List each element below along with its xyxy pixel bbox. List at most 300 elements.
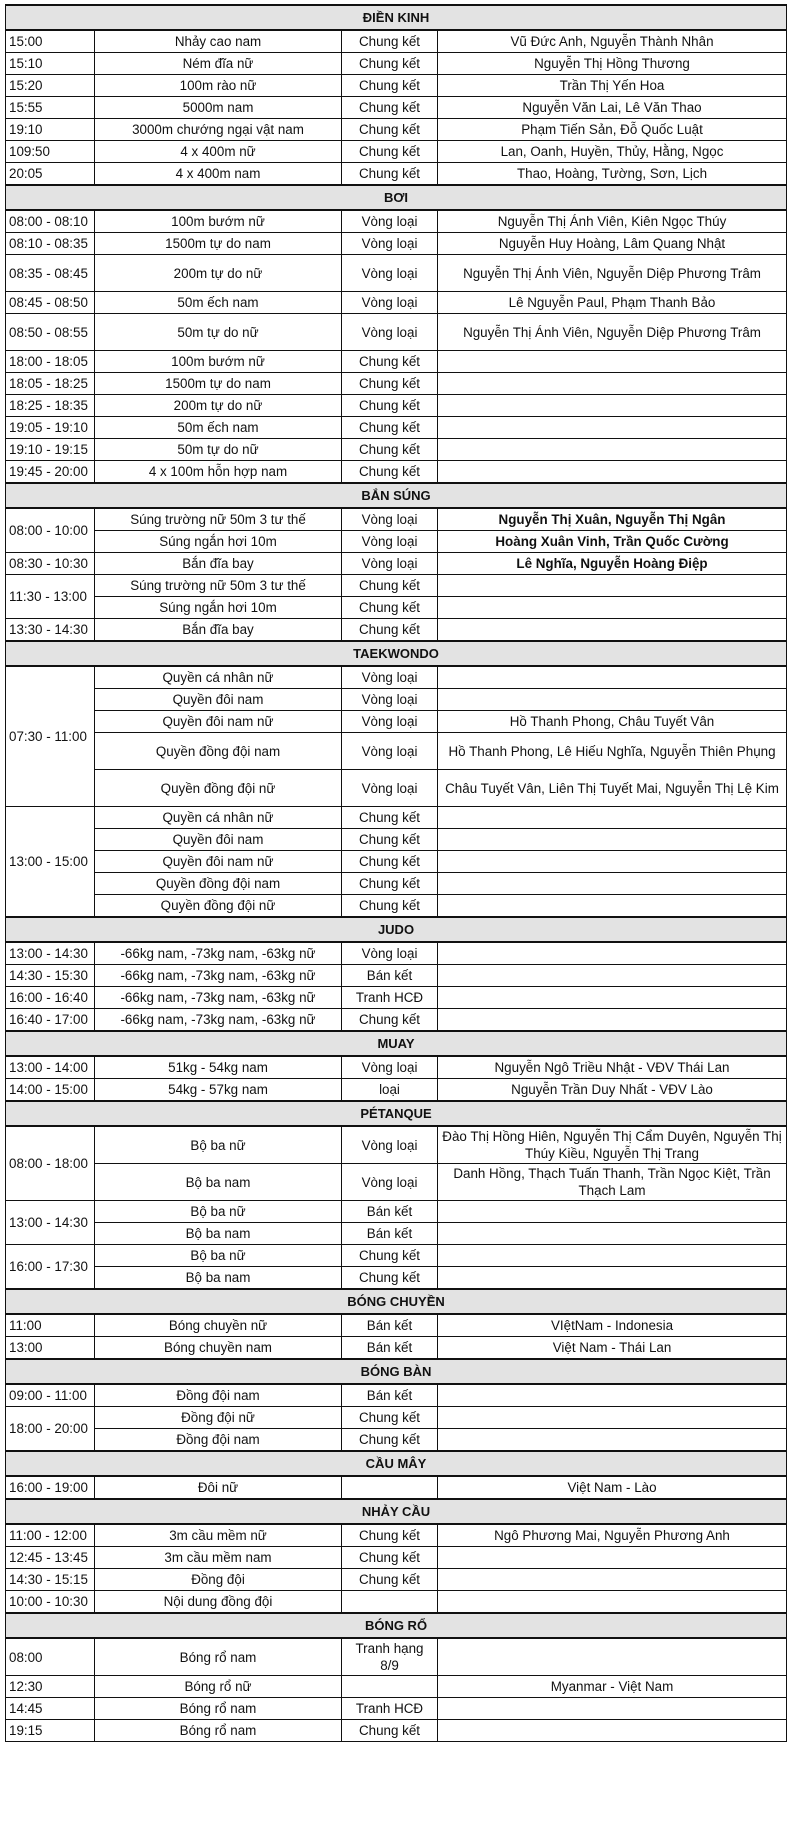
section-header bbox=[6, 1031, 787, 1056]
time-cell: 11:00 bbox=[6, 1314, 95, 1337]
time-cell: 19:10 bbox=[6, 119, 95, 141]
athletes-cell bbox=[438, 1267, 787, 1290]
round-cell: Chung kết bbox=[342, 1547, 438, 1569]
event-cell: -66kg nam, -73kg nam, -63kg nữ bbox=[95, 942, 342, 965]
event-cell: -66kg nam, -73kg nam, -63kg nữ bbox=[95, 965, 342, 987]
event-cell: 50m ếch nam bbox=[95, 292, 342, 314]
round-cell: Chung kết bbox=[342, 395, 438, 417]
athletes-cell bbox=[438, 373, 787, 395]
time-cell: 16:00 - 16:40 bbox=[6, 987, 95, 1009]
event-cell: Bóng rổ nam bbox=[95, 1720, 342, 1742]
event-cell: 50m tự do nữ bbox=[95, 439, 342, 461]
section-title: CẦU MÂY bbox=[6, 1451, 787, 1476]
round-cell: Chung kết bbox=[342, 1009, 438, 1032]
round-cell: Chung kết bbox=[342, 895, 438, 918]
round-cell bbox=[342, 1676, 438, 1698]
schedule-row bbox=[6, 1384, 787, 1407]
time-cell: 19:15 bbox=[6, 1720, 95, 1742]
athletes-cell: Đào Thị Hồng Hiên, Nguyễn Thị Cẩm Duyên, Nguyễn Thị Thúy Kiều, Nguyễn Thị Trang bbox=[438, 1126, 787, 1164]
section-header bbox=[6, 1359, 787, 1384]
athletes-cell: VIệtNam - Indonesia bbox=[438, 1314, 787, 1337]
event-cell: 100m bướm nữ bbox=[95, 210, 342, 233]
section-title: ĐIỀN KINH bbox=[6, 5, 787, 30]
round-cell: Tranh HCĐ bbox=[342, 1698, 438, 1720]
athletes-cell bbox=[438, 1720, 787, 1742]
round-cell: Chung kết bbox=[342, 119, 438, 141]
event-cell: Đôi nữ bbox=[95, 1476, 342, 1499]
schedule-row bbox=[6, 508, 787, 531]
event-cell: 3m cầu mềm nữ bbox=[95, 1524, 342, 1547]
schedule-row bbox=[6, 1245, 787, 1267]
athletes-cell bbox=[438, 351, 787, 373]
athletes-cell bbox=[438, 417, 787, 439]
event-cell: Bóng chuyền nữ bbox=[95, 1314, 342, 1337]
athletes-cell: Nguyễn Trần Duy Nhất - VĐV Lào bbox=[438, 1079, 787, 1102]
athletes-cell bbox=[438, 1547, 787, 1569]
athletes-cell: Nguyễn Thị Ánh Viên, Nguyễn Diệp Phương Trâm bbox=[438, 255, 787, 292]
schedule-row bbox=[6, 1314, 787, 1337]
athletes-cell: Nguyễn Huy Hoàng, Lâm Quang Nhật bbox=[438, 233, 787, 255]
time-cell: 12:30 bbox=[6, 1676, 95, 1698]
athletes-cell bbox=[438, 873, 787, 895]
schedule-row bbox=[6, 1591, 787, 1614]
athletes-cell: Phạm Tiến Sản, Đỗ Quốc Luật bbox=[438, 119, 787, 141]
athletes-cell bbox=[438, 851, 787, 873]
event-cell: Nhảy cao nam bbox=[95, 30, 342, 53]
round-cell: Vòng loại bbox=[342, 689, 438, 711]
schedule-row bbox=[6, 417, 787, 439]
athletes-cell: Thao, Hoàng, Tường, Sơn, Lịch bbox=[438, 163, 787, 186]
section-header bbox=[6, 1451, 787, 1476]
event-cell: 4 x 400m nam bbox=[95, 163, 342, 186]
schedule-row bbox=[6, 1698, 787, 1720]
event-cell: 5000m nam bbox=[95, 97, 342, 119]
schedule-row bbox=[6, 1337, 787, 1360]
round-cell: Vòng loại bbox=[342, 733, 438, 770]
athletes-cell bbox=[438, 807, 787, 829]
athletes-cell bbox=[438, 1591, 787, 1614]
athletes-cell bbox=[438, 439, 787, 461]
event-cell: Nội dung đồng đội bbox=[95, 1591, 342, 1614]
athletes-cell: Lê Nghĩa, Nguyễn Hoàng Điệp bbox=[438, 553, 787, 575]
section-header bbox=[6, 1289, 787, 1314]
round-cell: Chung kết bbox=[342, 575, 438, 597]
round-cell: Vòng loại bbox=[342, 531, 438, 553]
round-cell bbox=[342, 1476, 438, 1499]
athletes-cell: Ngô Phương Mai, Nguyễn Phương Anh bbox=[438, 1524, 787, 1547]
event-cell: 4 x 100m hỗn hợp nam bbox=[95, 461, 342, 484]
round-cell: Bán kết bbox=[342, 1314, 438, 1337]
athletes-cell bbox=[438, 1429, 787, 1452]
schedule-row bbox=[6, 351, 787, 373]
schedule-row bbox=[6, 1524, 787, 1547]
round-cell: Chung kết bbox=[342, 417, 438, 439]
event-cell: Quyền đôi nam bbox=[95, 829, 342, 851]
section-header bbox=[6, 1499, 787, 1524]
round-cell: Chung kết bbox=[342, 851, 438, 873]
event-cell: Súng ngắn hơi 10m bbox=[95, 597, 342, 619]
schedule-row bbox=[6, 666, 787, 689]
time-cell: 20:05 bbox=[6, 163, 95, 186]
athletes-cell: Việt Nam - Lào bbox=[438, 1476, 787, 1499]
time-cell: 13:00 - 14:00 bbox=[6, 1056, 95, 1079]
event-cell: Bóng rổ nam bbox=[95, 1638, 342, 1676]
athletes-cell: Trần Thị Yến Hoa bbox=[438, 75, 787, 97]
section-header bbox=[6, 1613, 787, 1638]
schedule-row bbox=[6, 1429, 787, 1452]
event-cell: 200m tự do nữ bbox=[95, 255, 342, 292]
round-cell: Chung kết bbox=[342, 439, 438, 461]
time-cell: 11:30 - 13:00 bbox=[6, 575, 95, 619]
schedule-row bbox=[6, 1009, 787, 1032]
section-header bbox=[6, 641, 787, 666]
section-title: NHẢY CẦU bbox=[6, 1499, 787, 1524]
schedule-row bbox=[6, 119, 787, 141]
time-cell: 14:30 - 15:30 bbox=[6, 965, 95, 987]
event-cell: Bóng rổ nữ bbox=[95, 1676, 342, 1698]
athletes-cell bbox=[438, 689, 787, 711]
round-cell: Chung kết bbox=[342, 873, 438, 895]
section-title: BÓNG CHUYỀN bbox=[6, 1289, 787, 1314]
event-cell: 200m tự do nữ bbox=[95, 395, 342, 417]
event-cell: Bóng rổ nam bbox=[95, 1698, 342, 1720]
athletes-cell bbox=[438, 1384, 787, 1407]
round-cell: Vòng loại bbox=[342, 233, 438, 255]
event-cell: Quyền đôi nam nữ bbox=[95, 851, 342, 873]
athletes-cell bbox=[438, 987, 787, 1009]
time-cell: 10:00 - 10:30 bbox=[6, 1591, 95, 1614]
round-cell: Vòng loại bbox=[342, 942, 438, 965]
section-title: BẮN SÚNG bbox=[6, 483, 787, 508]
athletes-cell bbox=[438, 1009, 787, 1032]
time-cell: 13:00 bbox=[6, 1337, 95, 1360]
event-cell: 51kg - 54kg nam bbox=[95, 1056, 342, 1079]
event-cell: Đồng đội nam bbox=[95, 1429, 342, 1452]
schedule-row bbox=[6, 1126, 787, 1164]
section-header bbox=[6, 185, 787, 210]
round-cell: Chung kết bbox=[342, 1569, 438, 1591]
schedule-row bbox=[6, 965, 787, 987]
athletes-cell: Hoàng Xuân Vinh, Trần Quốc Cường bbox=[438, 531, 787, 553]
athletes-cell: Lê Nguyễn Paul, Phạm Thanh Bảo bbox=[438, 292, 787, 314]
schedule-row bbox=[6, 439, 787, 461]
time-cell: 109:50 bbox=[6, 141, 95, 163]
schedule-row bbox=[6, 1638, 787, 1676]
athletes-cell: Châu Tuyết Vân, Liên Thị Tuyết Mai, Nguyễn Thị Lệ Kim bbox=[438, 770, 787, 807]
round-cell: Vòng loại bbox=[342, 666, 438, 689]
event-cell: 54kg - 57kg nam bbox=[95, 1079, 342, 1102]
round-cell: Chung kết bbox=[342, 1407, 438, 1429]
section-title: JUDO bbox=[6, 917, 787, 942]
time-cell: 13:00 - 14:30 bbox=[6, 1201, 95, 1245]
athletes-cell bbox=[438, 942, 787, 965]
event-cell: Quyền đôi nam bbox=[95, 689, 342, 711]
athletes-cell: Myanmar - Việt Nam bbox=[438, 1676, 787, 1698]
athletes-cell: Hồ Thanh Phong, Lê Hiếu Nghĩa, Nguyễn Thiên Phụng bbox=[438, 733, 787, 770]
round-cell: loại bbox=[342, 1079, 438, 1102]
athletes-cell: Nguyễn Văn Lai, Lê Văn Thao bbox=[438, 97, 787, 119]
round-cell: Chung kết bbox=[342, 597, 438, 619]
athletes-cell bbox=[438, 597, 787, 619]
round-cell: Chung kết bbox=[342, 1245, 438, 1267]
schedule-row bbox=[6, 255, 787, 292]
event-cell: Bộ ba nữ bbox=[95, 1245, 342, 1267]
schedule-row bbox=[6, 1201, 787, 1223]
event-cell: Bộ ba nam bbox=[95, 1164, 342, 1201]
event-cell: -66kg nam, -73kg nam, -63kg nữ bbox=[95, 1009, 342, 1032]
schedule-row bbox=[6, 141, 787, 163]
event-cell: Quyền đôi nam nữ bbox=[95, 711, 342, 733]
schedule-row bbox=[6, 689, 787, 711]
athletes-cell: Việt Nam - Thái Lan bbox=[438, 1337, 787, 1360]
schedule-row bbox=[6, 575, 787, 597]
schedule-row bbox=[6, 873, 787, 895]
round-cell: Tranh HCĐ bbox=[342, 987, 438, 1009]
time-cell: 14:45 bbox=[6, 1698, 95, 1720]
event-cell: Quyền đồng đội nam bbox=[95, 733, 342, 770]
round-cell: Vòng loại bbox=[342, 314, 438, 351]
section-title: MUAY bbox=[6, 1031, 787, 1056]
round-cell: Bán kết bbox=[342, 965, 438, 987]
athletes-cell bbox=[438, 1201, 787, 1223]
round-cell: Chung kết bbox=[342, 141, 438, 163]
round-cell: Chung kết bbox=[342, 351, 438, 373]
athletes-cell bbox=[438, 965, 787, 987]
event-cell: 100m rào nữ bbox=[95, 75, 342, 97]
time-cell: 18:05 - 18:25 bbox=[6, 373, 95, 395]
event-cell: -66kg nam, -73kg nam, -63kg nữ bbox=[95, 987, 342, 1009]
event-cell: Ném đĩa nữ bbox=[95, 53, 342, 75]
time-cell: 15:20 bbox=[6, 75, 95, 97]
schedule-row bbox=[6, 292, 787, 314]
event-cell: Súng trường nữ 50m 3 tư thế bbox=[95, 575, 342, 597]
event-cell: Bộ ba nữ bbox=[95, 1126, 342, 1164]
time-cell: 08:50 - 08:55 bbox=[6, 314, 95, 351]
schedule-row bbox=[6, 1164, 787, 1201]
event-cell: 100m bướm nữ bbox=[95, 351, 342, 373]
section-title: BƠI bbox=[6, 185, 787, 210]
athletes-cell bbox=[438, 1245, 787, 1267]
athletes-cell bbox=[438, 666, 787, 689]
athletes-cell: Vũ Đức Anh, Nguyễn Thành Nhân bbox=[438, 30, 787, 53]
round-cell: Chung kết bbox=[342, 30, 438, 53]
athletes-cell bbox=[438, 829, 787, 851]
schedule-body bbox=[6, 5, 787, 1742]
event-cell: Bộ ba nam bbox=[95, 1267, 342, 1290]
schedule-row bbox=[6, 30, 787, 53]
time-cell: 08:35 - 08:45 bbox=[6, 255, 95, 292]
round-cell: Vòng loại bbox=[342, 1164, 438, 1201]
athletes-cell bbox=[438, 1223, 787, 1245]
schedule-row bbox=[6, 1056, 787, 1079]
round-cell: Vòng loại bbox=[342, 1126, 438, 1164]
event-cell: Bộ ba nữ bbox=[95, 1201, 342, 1223]
round-cell: Chung kết bbox=[342, 75, 438, 97]
round-cell: Chung kết bbox=[342, 163, 438, 186]
schedule-row bbox=[6, 233, 787, 255]
event-cell: Đồng đội nữ bbox=[95, 1407, 342, 1429]
event-cell: Bắn đĩa bay bbox=[95, 619, 342, 642]
athletes-cell bbox=[438, 1638, 787, 1676]
time-cell: 13:30 - 14:30 bbox=[6, 619, 95, 642]
event-cell: Quyền đồng đội nam bbox=[95, 873, 342, 895]
section-header bbox=[6, 917, 787, 942]
schedule-row bbox=[6, 942, 787, 965]
time-cell: 14:00 - 15:00 bbox=[6, 1079, 95, 1102]
round-cell: Chung kết bbox=[342, 97, 438, 119]
schedule-row bbox=[6, 1569, 787, 1591]
event-cell: Quyền đồng đội nữ bbox=[95, 770, 342, 807]
athletes-cell bbox=[438, 1569, 787, 1591]
schedule-row bbox=[6, 1676, 787, 1698]
event-cell: 4 x 400m nữ bbox=[95, 141, 342, 163]
section-title: PÉTANQUE bbox=[6, 1101, 787, 1126]
schedule-row bbox=[6, 807, 787, 829]
round-cell: Chung kết bbox=[342, 807, 438, 829]
time-cell: 11:00 - 12:00 bbox=[6, 1524, 95, 1547]
round-cell: Chung kết bbox=[342, 1267, 438, 1290]
athletes-cell bbox=[438, 1698, 787, 1720]
schedule-table bbox=[5, 4, 787, 1742]
athletes-cell bbox=[438, 395, 787, 417]
schedule-row bbox=[6, 733, 787, 770]
event-cell: Đồng đội nam bbox=[95, 1384, 342, 1407]
schedule-row bbox=[6, 210, 787, 233]
schedule-row bbox=[6, 163, 787, 186]
event-cell: 3m cầu mềm nam bbox=[95, 1547, 342, 1569]
round-cell: Bán kết bbox=[342, 1337, 438, 1360]
event-cell: 1500m tự do nam bbox=[95, 373, 342, 395]
round-cell: Vòng loại bbox=[342, 711, 438, 733]
round-cell: Bán kết bbox=[342, 1384, 438, 1407]
time-cell: 18:00 - 18:05 bbox=[6, 351, 95, 373]
time-cell: 14:30 - 15:15 bbox=[6, 1569, 95, 1591]
schedule-row bbox=[6, 1407, 787, 1429]
event-cell: Đồng đội bbox=[95, 1569, 342, 1591]
athletes-cell bbox=[438, 1407, 787, 1429]
athletes-cell bbox=[438, 461, 787, 484]
time-cell: 09:00 - 11:00 bbox=[6, 1384, 95, 1407]
round-cell: Vòng loại bbox=[342, 210, 438, 233]
section-title: TAEKWONDO bbox=[6, 641, 787, 666]
round-cell: Chung kết bbox=[342, 829, 438, 851]
athletes-cell bbox=[438, 895, 787, 918]
section-header bbox=[6, 5, 787, 30]
schedule-row bbox=[6, 531, 787, 553]
section-header bbox=[6, 1101, 787, 1126]
round-cell: Chung kết bbox=[342, 1429, 438, 1452]
time-cell: 16:00 - 17:30 bbox=[6, 1245, 95, 1290]
round-cell bbox=[342, 1591, 438, 1614]
schedule-row bbox=[6, 711, 787, 733]
event-cell: 1500m tự do nam bbox=[95, 233, 342, 255]
schedule-row bbox=[6, 829, 787, 851]
section-title: BÓNG BÀN bbox=[6, 1359, 787, 1384]
schedule-row bbox=[6, 597, 787, 619]
time-cell: 08:00 bbox=[6, 1638, 95, 1676]
athletes-cell bbox=[438, 619, 787, 642]
time-cell: 16:00 - 19:00 bbox=[6, 1476, 95, 1499]
round-cell: Tranh hạng 8/9 bbox=[342, 1638, 438, 1676]
athletes-cell: Nguyễn Ngô Triều Nhật - VĐV Thái Lan bbox=[438, 1056, 787, 1079]
round-cell: Vòng loại bbox=[342, 255, 438, 292]
event-cell: Bắn đĩa bay bbox=[95, 553, 342, 575]
round-cell: Bán kết bbox=[342, 1201, 438, 1223]
round-cell: Vòng loại bbox=[342, 1056, 438, 1079]
event-cell: Quyền cá nhân nữ bbox=[95, 666, 342, 689]
event-cell: Bộ ba nam bbox=[95, 1223, 342, 1245]
round-cell: Chung kết bbox=[342, 461, 438, 484]
schedule-row bbox=[6, 895, 787, 918]
schedule-row bbox=[6, 1267, 787, 1290]
time-cell: 15:55 bbox=[6, 97, 95, 119]
round-cell: Chung kết bbox=[342, 1720, 438, 1742]
schedule-row bbox=[6, 1547, 787, 1569]
event-cell: Quyền cá nhân nữ bbox=[95, 807, 342, 829]
section-header bbox=[6, 483, 787, 508]
round-cell: Chung kết bbox=[342, 619, 438, 642]
schedule-row bbox=[6, 619, 787, 642]
time-cell: 08:00 - 08:10 bbox=[6, 210, 95, 233]
athletes-cell: Danh Hồng, Thạch Tuấn Thanh, Trần Ngọc Kiệt, Trần Thạch Lam bbox=[438, 1164, 787, 1201]
time-cell: 19:10 - 19:15 bbox=[6, 439, 95, 461]
schedule-row bbox=[6, 75, 787, 97]
time-cell: 12:45 - 13:45 bbox=[6, 1547, 95, 1569]
time-cell: 08:00 - 10:00 bbox=[6, 508, 95, 553]
schedule-row bbox=[6, 314, 787, 351]
athletes-cell bbox=[438, 575, 787, 597]
event-cell: Súng trường nữ 50m 3 tư thế bbox=[95, 508, 342, 531]
time-cell: 18:25 - 18:35 bbox=[6, 395, 95, 417]
schedule-row bbox=[6, 373, 787, 395]
time-cell: 18:00 - 20:00 bbox=[6, 1407, 95, 1452]
athletes-cell: Nguyễn Thị Hồng Thương bbox=[438, 53, 787, 75]
event-cell: Quyền đồng đội nữ bbox=[95, 895, 342, 918]
event-cell: 50m ếch nam bbox=[95, 417, 342, 439]
round-cell: Chung kết bbox=[342, 53, 438, 75]
round-cell: Vòng loại bbox=[342, 770, 438, 807]
round-cell: Bán kết bbox=[342, 1223, 438, 1245]
section-title: BÓNG RỔ bbox=[6, 1613, 787, 1638]
time-cell: 19:45 - 20:00 bbox=[6, 461, 95, 484]
round-cell: Chung kết bbox=[342, 373, 438, 395]
time-cell: 08:00 - 18:00 bbox=[6, 1126, 95, 1201]
time-cell: 08:30 - 10:30 bbox=[6, 553, 95, 575]
athletes-cell: Lan, Oanh, Huyền, Thủy, Hằng, Ngọc bbox=[438, 141, 787, 163]
schedule-row bbox=[6, 53, 787, 75]
schedule-row bbox=[6, 395, 787, 417]
athletes-cell: Nguyễn Thị Xuân, Nguyễn Thị Ngân bbox=[438, 508, 787, 531]
event-cell: Bóng chuyền nam bbox=[95, 1337, 342, 1360]
time-cell: 16:40 - 17:00 bbox=[6, 1009, 95, 1032]
event-cell: Súng ngắn hơi 10m bbox=[95, 531, 342, 553]
schedule-row bbox=[6, 461, 787, 484]
time-cell: 08:45 - 08:50 bbox=[6, 292, 95, 314]
round-cell: Chung kết bbox=[342, 1524, 438, 1547]
time-cell: 15:00 bbox=[6, 30, 95, 53]
athletes-cell: Nguyễn Thị Ánh Viên, Nguyễn Diệp Phương Trâm bbox=[438, 314, 787, 351]
round-cell: Vòng loại bbox=[342, 292, 438, 314]
schedule-row bbox=[6, 1223, 787, 1245]
schedule-row bbox=[6, 987, 787, 1009]
event-cell: 50m tự do nữ bbox=[95, 314, 342, 351]
athletes-cell: Nguyễn Thị Ánh Viên, Kiên Ngọc Thúy bbox=[438, 210, 787, 233]
time-cell: 08:10 - 08:35 bbox=[6, 233, 95, 255]
time-cell: 15:10 bbox=[6, 53, 95, 75]
round-cell: Vòng loại bbox=[342, 553, 438, 575]
schedule-row bbox=[6, 851, 787, 873]
schedule-row bbox=[6, 770, 787, 807]
